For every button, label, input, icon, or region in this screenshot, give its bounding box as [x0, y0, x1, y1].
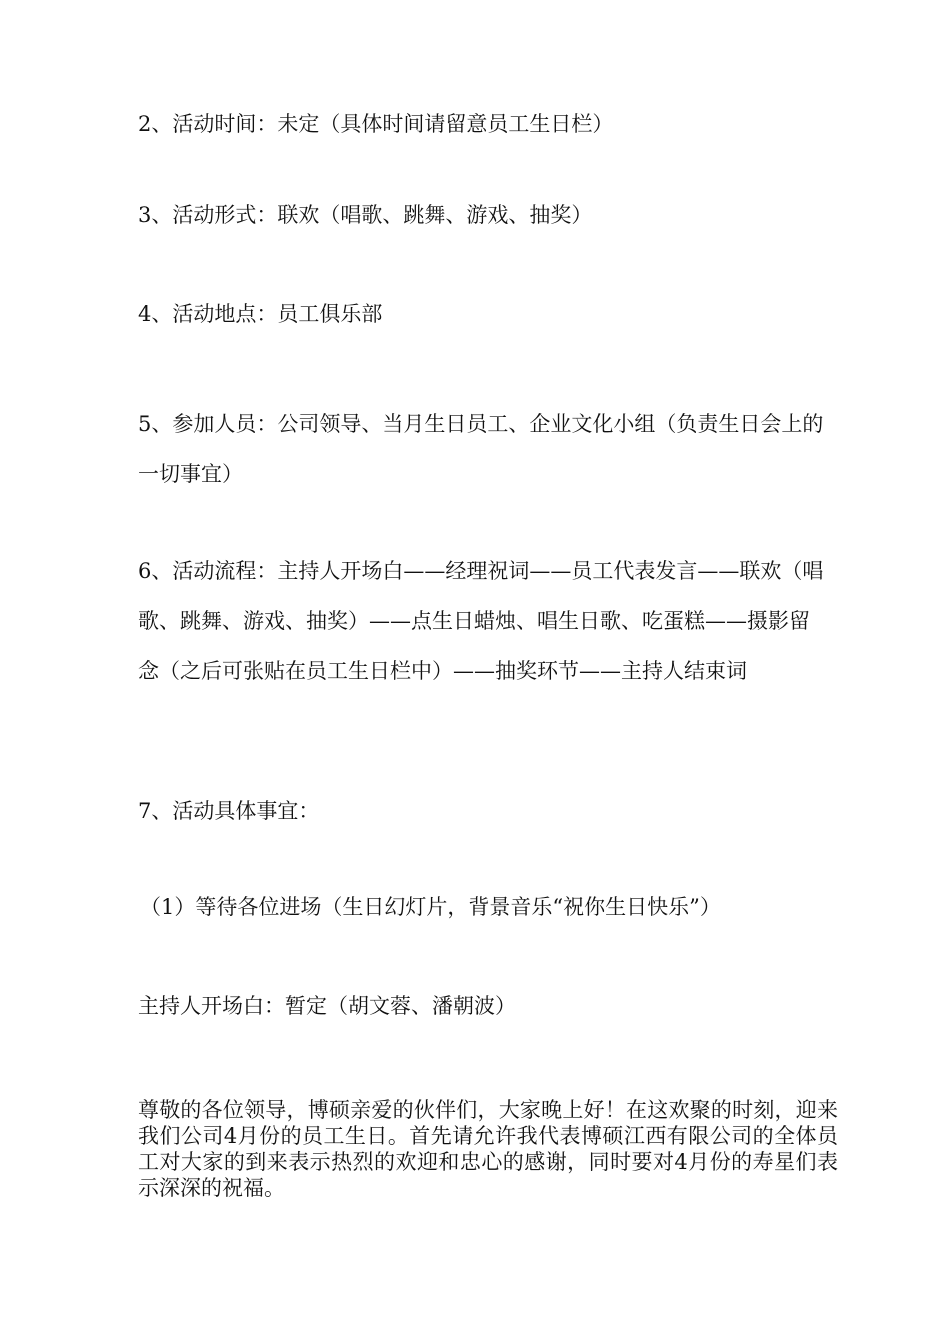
host-opening-paragraph: 主持人开场白：暂定（胡文蓉、潘朝波） [138, 994, 516, 1018]
activity-location-paragraph: 4、活动地点：员工俱乐部 [138, 302, 383, 326]
activity-process-paragraph: 6、活动流程：主持人开场白——经理祝词——员工代表发言——联欢（唱歌、跳舞、游戏、抽奖）——点生日蜡烛、唱生日歌、吃蛋糕——摄影留念（之后可张贴在员工生日栏中）——抽奖环节——主持人结束词 [138, 559, 824, 683]
participants-paragraph: 5、参加人员：公司领导、当月生日员工、企业文化小组（负责生日会上的一切事宜） [138, 412, 824, 486]
step-1-paragraph: （1）等待各位进场（生日幻灯片，背景音乐“祝你生日快乐”） [140, 895, 721, 919]
activity-time-paragraph: 2、活动时间：未定（具体时间请留意员工生日栏） [138, 112, 614, 136]
opening-speech-paragraph: 尊敬的各位领导，博硕亲爱的伙伴们，大家晚上好！在这欢聚的时刻，迎来我们公司4月份的员工生日。首先请允许我代表博硕江西有限公司的全体员工对大家的到来表示热烈的欢迎和忠心的感谢，同时要对4月份的寿星们表示深深的祝福。 [138, 1098, 838, 1200]
activity-details-heading: 7、活动具体事宜： [138, 799, 320, 823]
activity-format-paragraph: 3、活动形式：联欢（唱歌、跳舞、游戏、抽奖） [138, 203, 593, 227]
